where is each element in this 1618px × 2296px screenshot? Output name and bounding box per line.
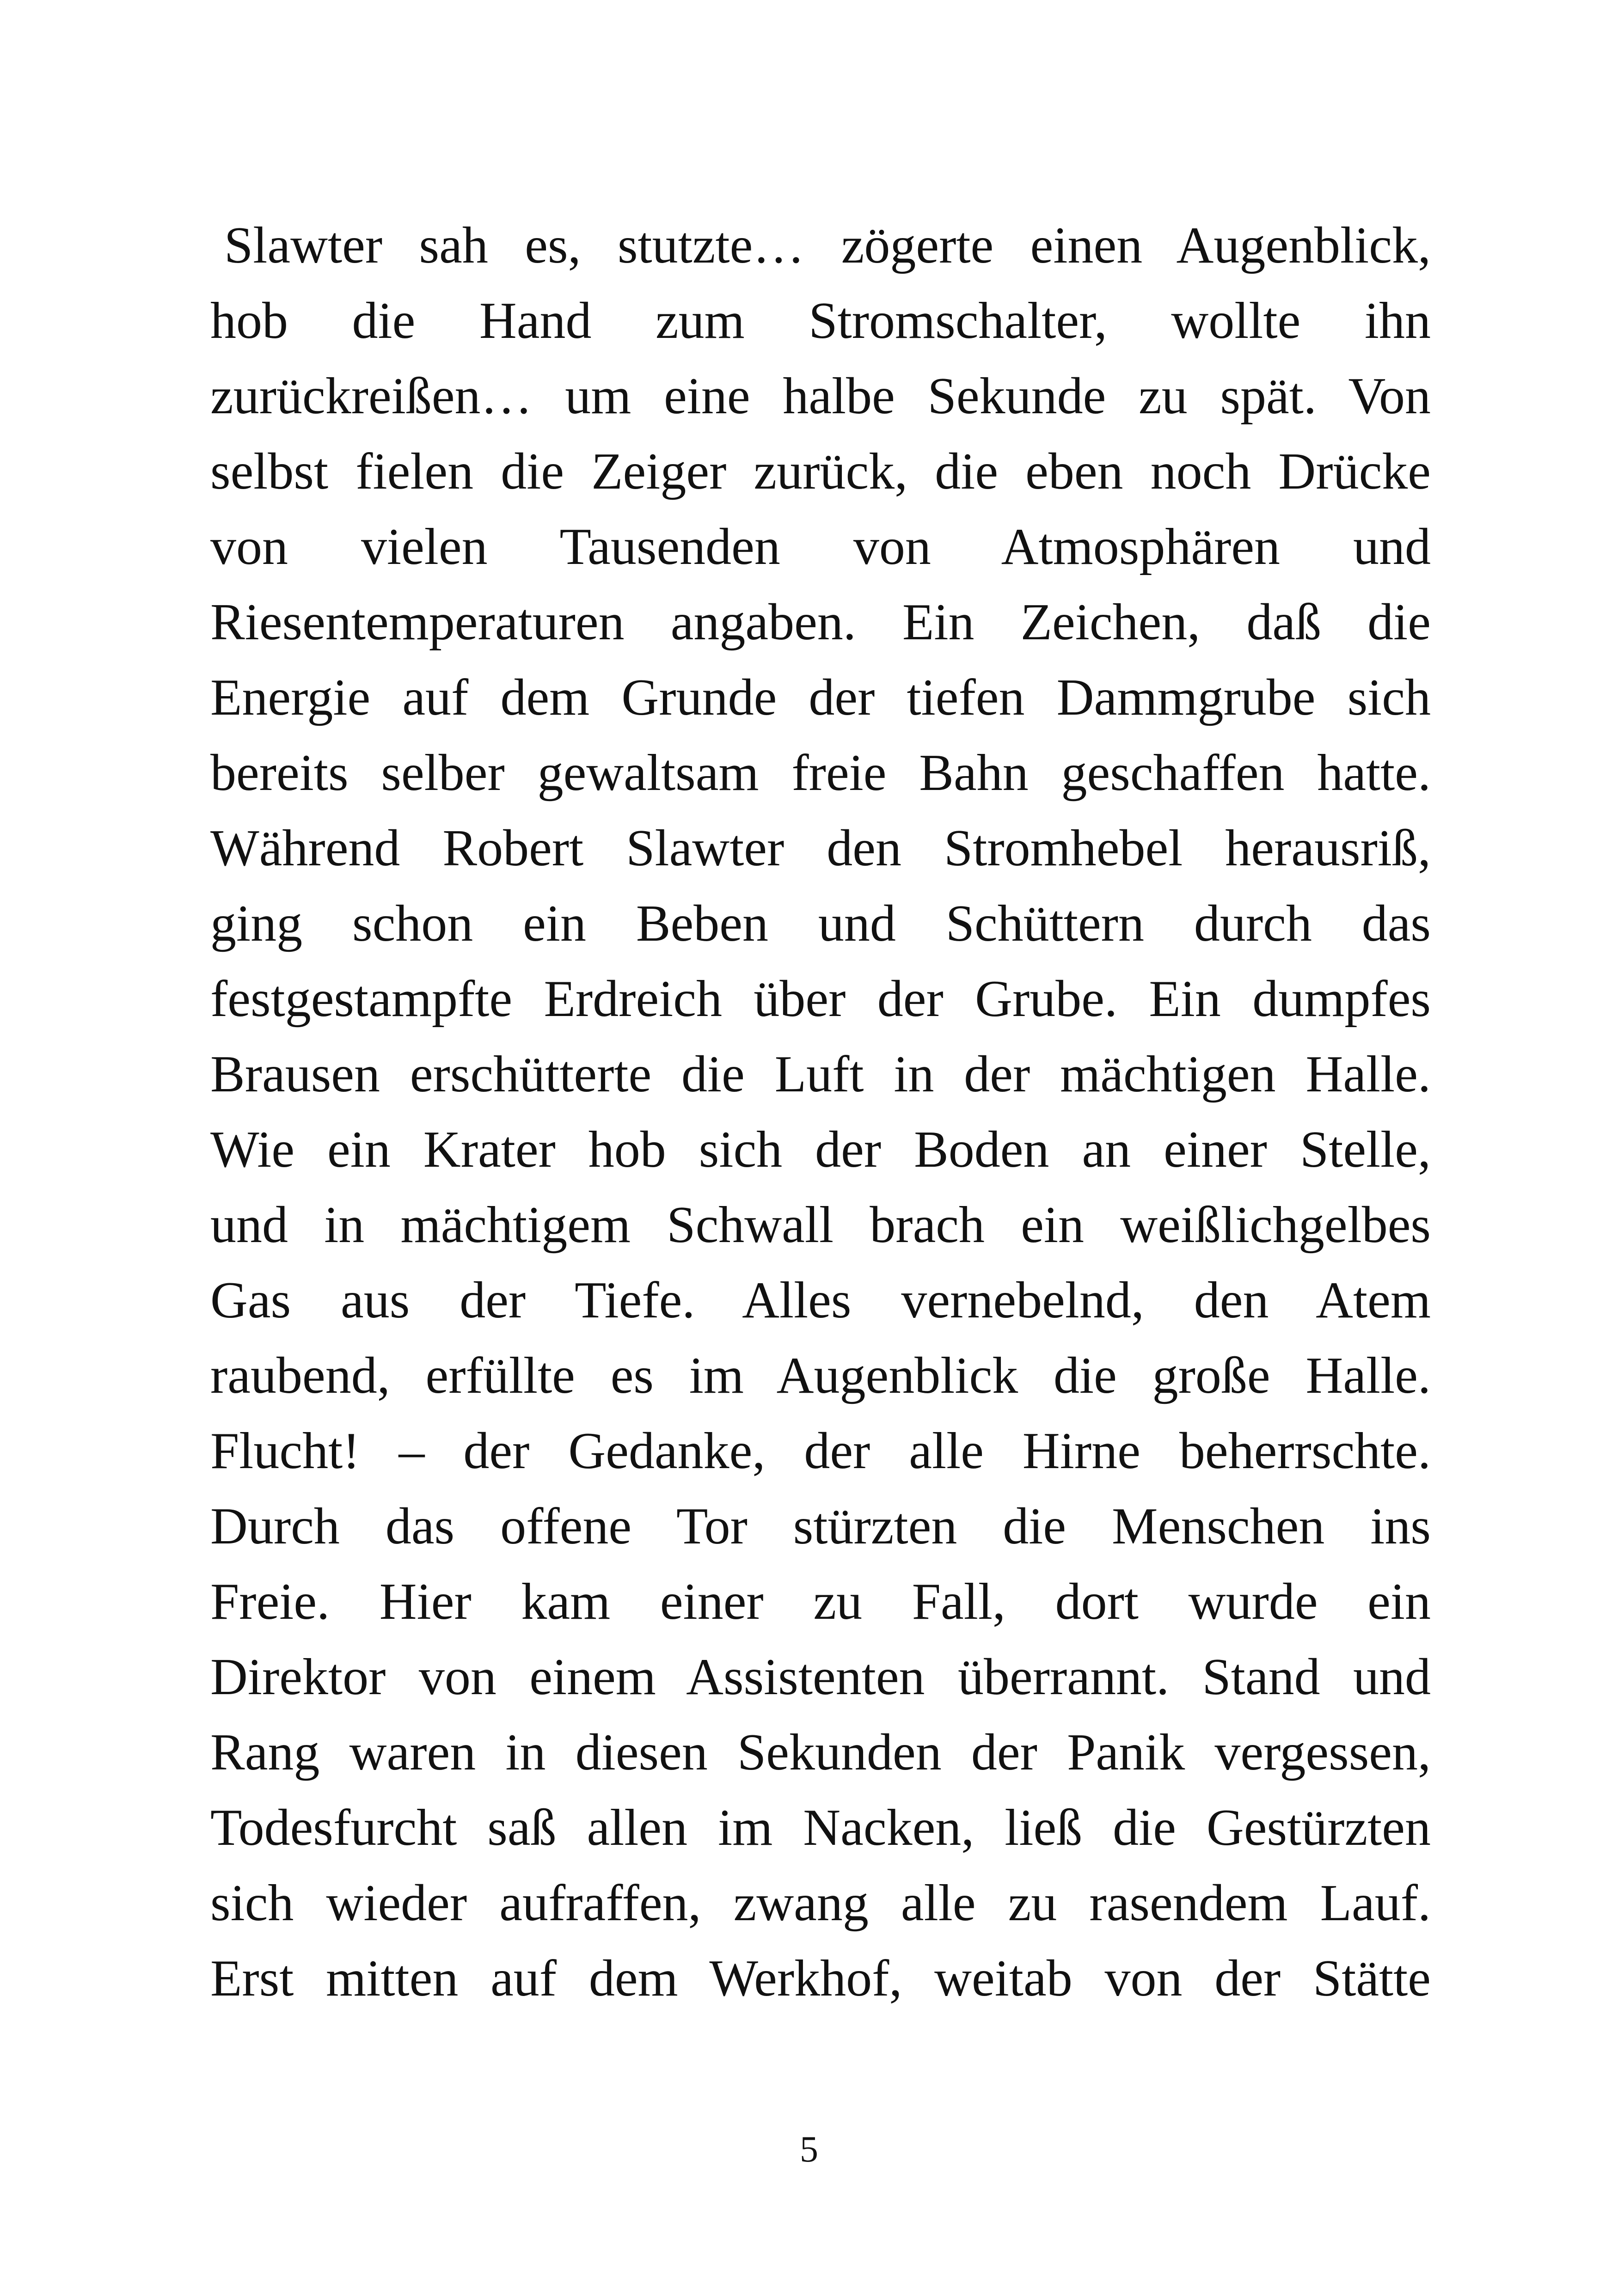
text-line: Slawter sah es, stutzte… zögerte einen Augenblick, xyxy=(224,217,1431,274)
text-line: Brausen erschütterte die Luft in der mächtigen Halle. xyxy=(210,1046,1431,1103)
text-line: Riesentemperaturen angaben. Ein Zeichen, daß die xyxy=(210,594,1431,651)
text-line: Gas aus der Tiefe. Alles vernebelnd, den Atem xyxy=(210,1272,1431,1329)
text-line: Todesfurcht saß allen im Nacken, ließ die Gestürzten xyxy=(210,1799,1431,1856)
text-line: Flucht! – der Gedanke, der alle Hirne beherrschte. xyxy=(210,1422,1431,1480)
text-line: ging schon ein Beben und Schüttern durch das xyxy=(210,895,1431,952)
text-line: selbst fielen die Zeiger zurück, die eben noch Drücke xyxy=(210,443,1431,500)
page-number: 5 xyxy=(800,2129,818,2170)
text-line: Direktor von einem Assistenten überrannt. Stand und xyxy=(210,1648,1431,1706)
text-line: raubend, erfüllte es im Augenblick die große Halle. xyxy=(210,1347,1431,1404)
text-line: hob die Hand zum Stromschalter, wollte ihn xyxy=(210,292,1431,349)
text-line: Wie ein Krater hob sich der Boden an einer Stelle, xyxy=(210,1121,1431,1178)
text-line: Erst mitten auf dem Werkhof, weitab von der Stätte xyxy=(210,1950,1431,2007)
text-line: Rang waren in diesen Sekunden der Panik vergessen, xyxy=(210,1724,1431,1781)
text-line: und in mächtigem Schwall brach ein weißlichgelbes xyxy=(210,1196,1431,1254)
text-line: bereits selber gewaltsam freie Bahn geschaffen hatte. xyxy=(210,744,1431,802)
text-line: Freie. Hier kam einer zu Fall, dort wurde ein xyxy=(210,1573,1431,1630)
body-text xyxy=(210,208,1431,2016)
text-line: Energie auf dem Grunde der tiefen Dammgrube sich xyxy=(210,669,1431,726)
text-line: festgestampfte Erdreich über der Grube. Ein dumpfes xyxy=(210,970,1431,1028)
text-line: von vielen Tausenden von Atmosphären und xyxy=(210,518,1431,576)
text-line: zurückreißen… um eine halbe Sekunde zu spät. Von xyxy=(210,367,1431,425)
text-line: sich wieder aufraffen, zwang alle zu rasendem Lauf. xyxy=(210,1874,1431,1932)
text-line: Während Robert Slawter den Stromhebel herausriß, xyxy=(210,820,1431,877)
text-line: Durch das offene Tor stürzten die Menschen ins xyxy=(210,1498,1431,1555)
